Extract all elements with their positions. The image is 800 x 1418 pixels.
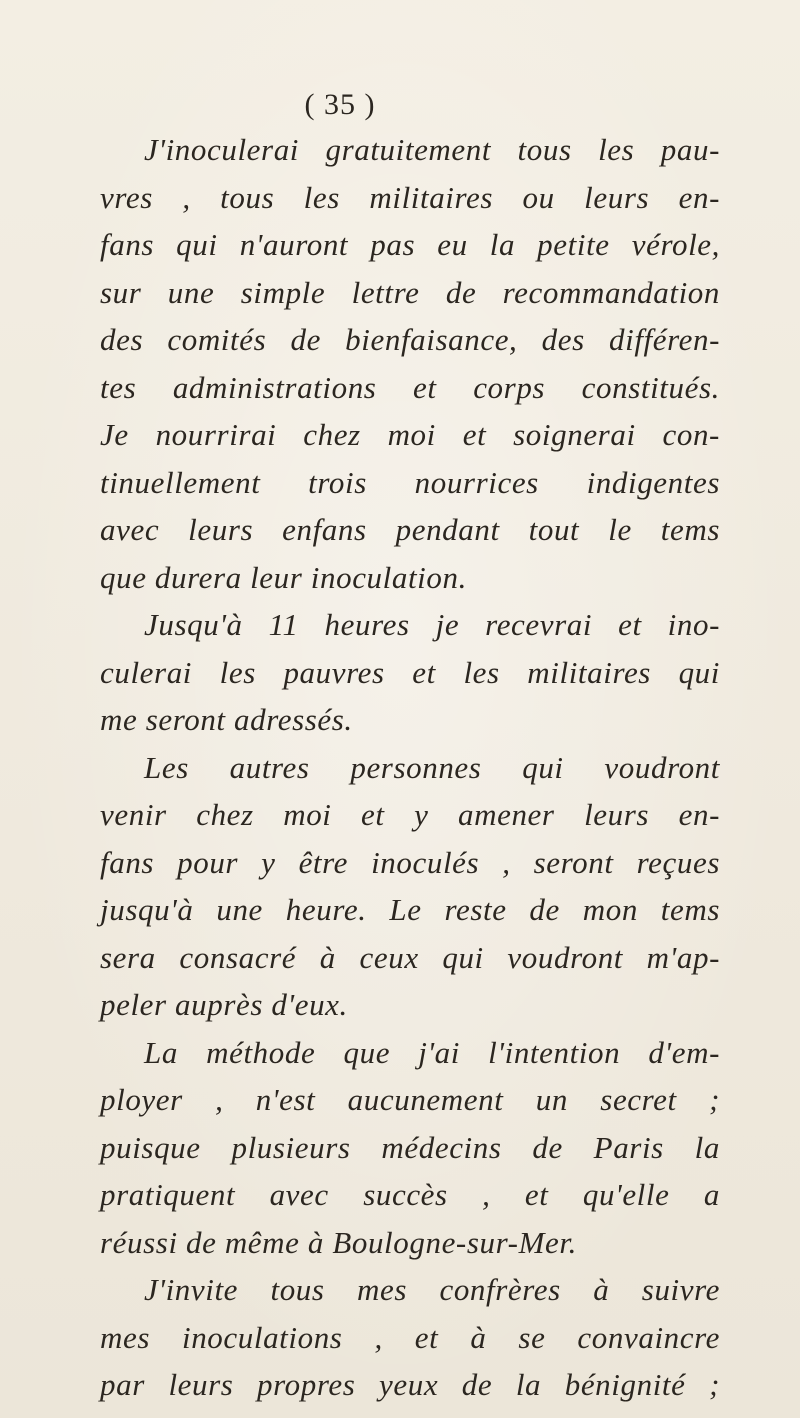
text-line: Je nourrirai chez moi et soignerai con- [100,417,720,452]
text-line: vres , tous les militaires ou leurs en- [100,179,720,215]
text-line: Les autres personnes qui voudront [144,749,720,785]
text-line: peler auprès d'eux. [100,987,348,1022]
text-line: J'inoculerai gratuitement tous les pau- [144,132,720,167]
text-line: Jusqu'à 11 heures je recevrai et ino- [144,607,720,642]
text-line: réussi de même à Boulogne-sur-Mer. [100,1224,577,1260]
text-line: fans qui n'auront pas eu la petite vérole, [100,227,720,262]
text-line: tes administrations et corps constitués. [100,369,720,405]
text-line: sera consacré à ceux qui voudront m'ap- [100,939,720,975]
text-line: venir chez moi et y amener leurs en- [100,797,720,832]
text-line: tinuellement trois nourrices indigentes [100,464,720,500]
text-line: mes inoculations , et à se convaincre [100,1319,720,1355]
text-line: J'invite tous mes confrères à suivre [144,1272,720,1307]
text-line: par leurs propres yeux de la bénignité ; [100,1367,720,1402]
text-line: avec leurs enfans pendant tout le tems [100,512,720,547]
page-number: ( 35 ) [304,88,376,121]
text-line: ployer , n'est aucunement un secret ; [100,1082,720,1117]
text-line: culerai les pauvres et les militaires qui [100,654,720,690]
text-line: fans pour y être inoculés , seront reçues [100,844,720,880]
text-line: des comités de bienfaisance, des différen- [100,322,720,357]
text-line: La méthode que j'ai l'intention d'em- [144,1034,720,1070]
text-line: puisque plusieurs médecins de Paris la [100,1129,720,1165]
text-line: sur une simple lettre de recommandation [100,274,720,310]
text-line: jusqu'à une heure. Le reste de mon tems [100,892,720,927]
text-line: que durera leur inoculation. [100,559,467,595]
text-line: me seront adressés. [100,702,353,737]
text-line: pratiquent avec succès , et qu'elle a [100,1177,720,1212]
body-text [100,126,720,1409]
